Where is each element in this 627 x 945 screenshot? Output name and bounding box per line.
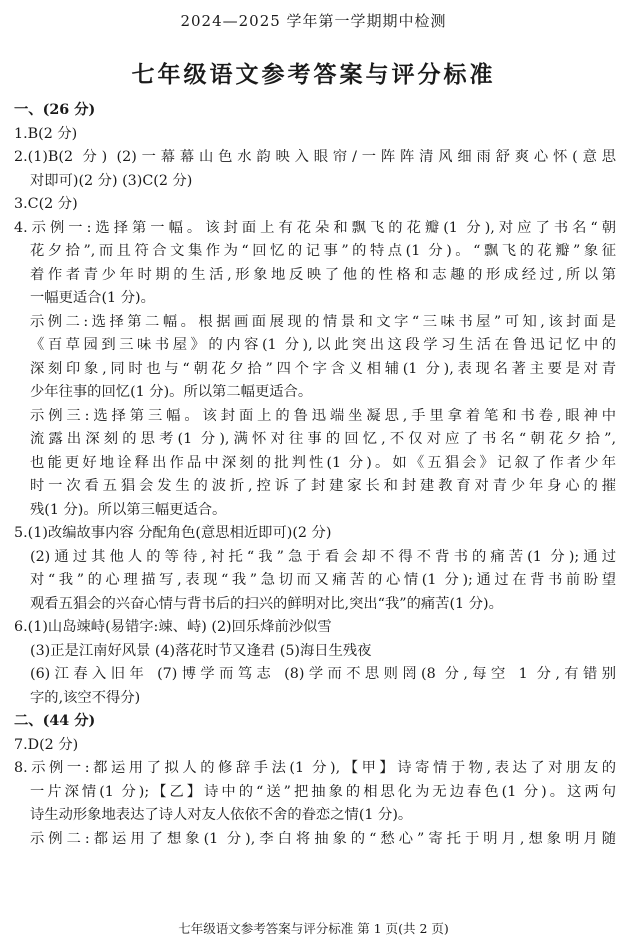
- answer-line: 诗生动形象地表达了诗人对友人依依不舍的眷恋之情(1 分)。: [30, 807, 413, 823]
- answer-line: 流露出深刻的思考(1 分),满怀对往事的回忆,不仅对应了书名“朝花夕拾”,: [30, 431, 616, 447]
- answer-line: 少年往事的回忆(1 分)。所以第二幅更适合。: [30, 384, 313, 400]
- answer-line: 二、(44 分): [14, 713, 96, 729]
- answer-content: [14, 99, 616, 851]
- answer-line: 4.示例一:选择第一幅。该封面上有花朵和飘飞的花瓣(1 分),对应了书名“朝: [14, 219, 616, 236]
- answer-line: 也能更好地诠释出作品中深刻的批判性(1 分)。如《五猖会》记叙了作者少年: [30, 454, 616, 471]
- answer-line: 深刻印象,同时也与“朝花夕拾”四个字含义相辅(1 分),表现名著主要是对青: [30, 360, 616, 377]
- answer-line: 观看五猖会的兴奋心情与背书后的扫兴的鲜明对比,突出“我”的痛苦(1 分)。: [30, 595, 503, 612]
- answer-line: (6)江春入旧年 (7)博学而笃志 (8)学而不思则罔(8 分,每空 1 分,有错别: [30, 666, 616, 682]
- answer-line: 1.B(2 分): [14, 125, 78, 142]
- answer-line: 一、(26 分): [14, 102, 96, 118]
- answer-line: (2)通过其他人的等待,衬托“我”急于看会却不得不背书的痛苦(1 分);通过: [30, 548, 616, 565]
- answer-line: 一幅更适合(1 分)。: [30, 290, 155, 306]
- answer-line: 示例二:都运用了想象(1 分),李白将抽象的“愁心”寄托于明月,想象明月随: [30, 830, 616, 847]
- answer-line: 时一次看五猖会发生的波折,控诉了封建家长和封建教育对青少年身心的摧: [30, 478, 616, 494]
- answer-line: 残(1 分)。所以第三幅更适合。: [30, 501, 227, 518]
- answer-line: 6.(1)山岛竦峙(易错字:竦、峙) (2)回乐烽前沙似雪: [14, 619, 332, 635]
- answer-line: 对即可)(2 分) (3)C(2 分): [30, 172, 193, 189]
- answer-line: 《百草园到三味书屋》的内容(1 分),以此突出这段学习生活在鲁迅记忆中的: [30, 337, 616, 353]
- answer-line: 2.(1)B(2 分) (2)一幕幕山色水韵映入眼帘/一阵阵清风细雨舒爽心怀(意思: [14, 149, 616, 165]
- answer-line: 着作者青少年时期的生活,形象地反映了他的性格和志趣的形成经过,所以第: [30, 266, 616, 283]
- answer-line: 字的,该空不得分): [30, 689, 141, 706]
- answer-line: 示例二:选择第二幅。根据画面展现的情景和文字“三味书屋”可知,该封面是: [30, 313, 616, 330]
- answer-line: 一片深情(1 分);【乙】诗中的“送”把抽象的相思化为无边春色(1 分)。这两句: [30, 783, 616, 800]
- document-title: 七年级语文参考答案与评分标准: [131, 61, 496, 88]
- answer-line: 示例三:选择第三幅。该封面上的鲁迅端坐凝思,手里拿着笔和书卷,眼神中: [30, 407, 616, 424]
- exam-header: 2024—2025 学年第一学期期中检测: [180, 12, 447, 30]
- page-footer: 七年级语文参考答案与评分标准 第 1 页(共 2 页): [178, 921, 449, 936]
- answer-line: 5.(1)改编故事内容 分配角色(意思相近即可)(2 分): [14, 525, 332, 541]
- answer-line: 8.示例一:都运用了拟人的修辞手法(1 分),【甲】诗寄情于物,表达了对朋友的: [14, 760, 616, 776]
- answer-line: 7.D(2 分): [14, 736, 79, 753]
- answer-line: 花夕拾”,而且符合文集作为“回忆的记事”的特点(1 分)。“飘飞的花瓣”象征: [30, 243, 616, 259]
- answer-line: 对“我”的心理描写,表现“我”急切而又痛苦的心情(1 分);通过在背书前盼望: [30, 572, 616, 588]
- answer-line: 3.C(2 分): [14, 196, 78, 212]
- answer-line: (3)正是江南好风景 (4)落花时节又逢君 (5)海日生残夜: [30, 642, 372, 659]
